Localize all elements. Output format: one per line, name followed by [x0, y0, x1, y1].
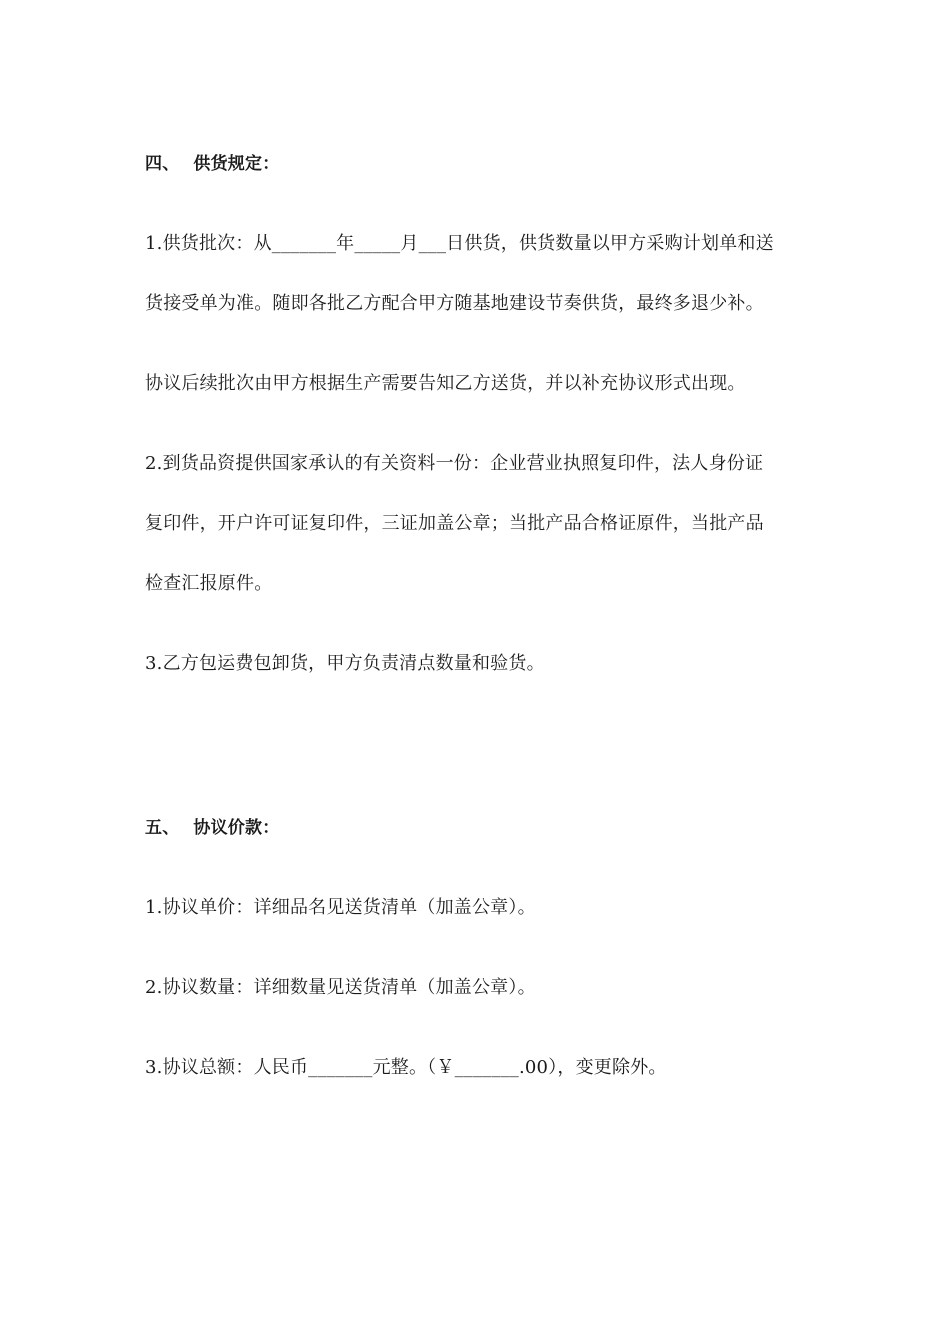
section-5-line-1: 1.协议单价：详细品名见送货清单（加盖公章）。: [145, 897, 536, 918]
section-5-line-2: 2.协议数量：详细数量见送货清单（加盖公章）。: [145, 977, 536, 998]
section-5-number: 五、: [145, 818, 180, 838]
section-5-heading: [145, 816, 825, 840]
section-4-line-3: 协议后续批次由甲方根据生产需要告知乙方送货，并以补充协议形式出现。: [145, 373, 746, 394]
section-4-heading: [145, 152, 825, 176]
section-4-line-6: 检查汇报原件。: [145, 573, 273, 594]
section-5-line-3: 3.协议总额：人民币_______元整。（￥_______.00），变更除外。: [145, 1057, 667, 1078]
section-4-line-5: 复印件，开户许可证复印件，三证加盖公章；当批产品合格证原件，当批产品: [145, 513, 764, 534]
section-5-title: 协议价款：: [193, 818, 280, 838]
section-4-line-2: 货接受单为准。随即各批乙方配合甲方随基地建设节奏供货，最终多退少补。: [145, 293, 764, 314]
section-4-title: 供货规定：: [193, 154, 280, 174]
section-4-line-1: 1.供货批次：从_______年_____月___日供货，供货数量以甲方采购计划单和送: [145, 233, 774, 254]
section-4-line-4: 2.到货品资提供国家承认的有关资料一份：企业营业执照复印件，法人身份证: [145, 453, 764, 474]
section-4-line-7: 3.乙方包运费包卸货，甲方负责清点数量和验货。: [145, 653, 545, 674]
section-4-number: 四、: [145, 154, 180, 174]
